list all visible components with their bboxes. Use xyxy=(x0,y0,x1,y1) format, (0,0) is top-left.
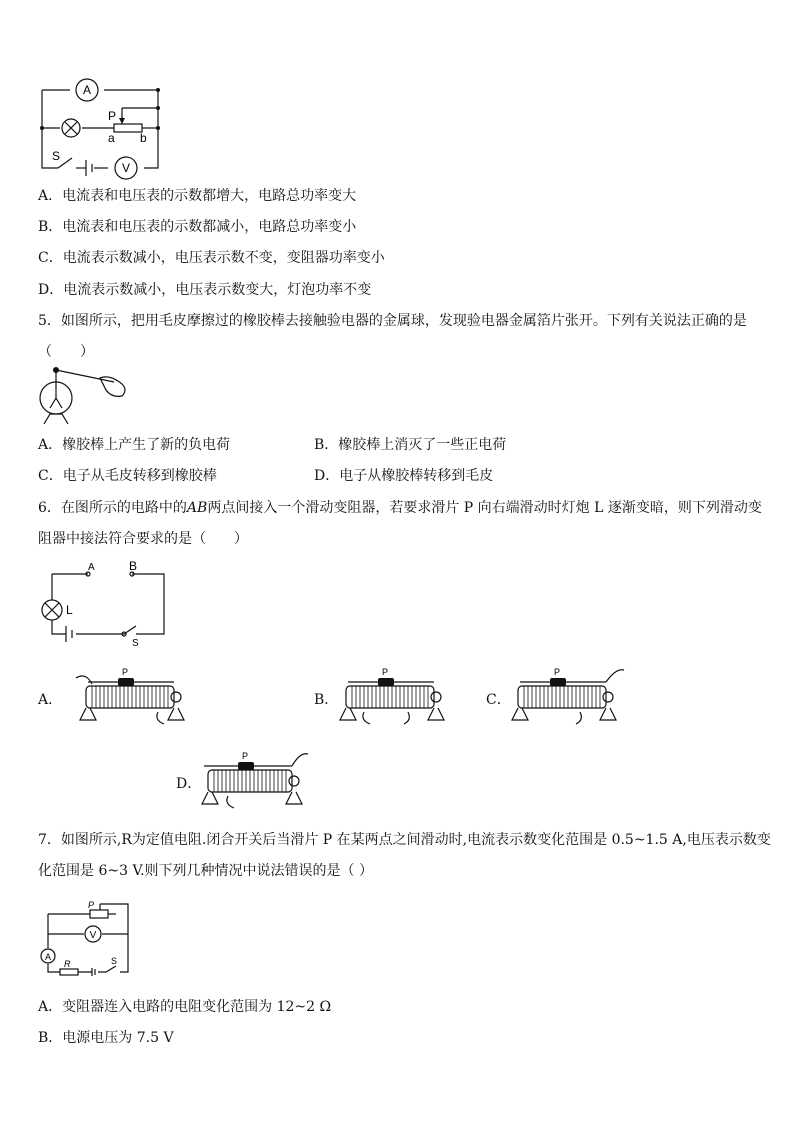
q6-option-d-letter: D． xyxy=(176,776,202,792)
q7-rheostat-symbol xyxy=(90,910,108,918)
q4-ammeter-label: A xyxy=(82,83,92,97)
q6-option-a-letter: A． xyxy=(38,692,63,708)
q7-slider-label: P xyxy=(88,900,95,910)
q4-option-d: D．电流表示数减小，电压表示数变大，灯泡功率不变 xyxy=(38,282,372,298)
q6-terminal-a-label: A xyxy=(88,562,95,573)
q6-option-b-slider-label: P xyxy=(382,667,389,677)
q6-option-b-letter: B． xyxy=(314,692,339,708)
q5-option-b: B．橡胶棒上消灭了一些正电荷 xyxy=(314,437,507,453)
q4-voltmeter-label: V xyxy=(121,161,131,175)
q7-circuit-diagram xyxy=(38,898,138,978)
q6-lamp-label: L xyxy=(66,603,73,617)
rheostat-symbol xyxy=(114,124,142,132)
q7-voltmeter-label: V xyxy=(89,930,97,941)
q7-resistor-symbol xyxy=(60,969,78,975)
q6-circuit-diagram xyxy=(36,559,166,649)
q7-ammeter-label: A xyxy=(44,952,52,962)
q7-resistor-label: R xyxy=(64,959,71,969)
q4-circuit-diagram xyxy=(36,76,166,176)
q4-option-b: B．电流表和电压表的示数都减小，电路总功率变小 xyxy=(38,219,357,235)
q6-terminal-b-label: B xyxy=(129,559,138,573)
q6-option-c-slider-label: P xyxy=(554,667,561,677)
q6-switch-label: S xyxy=(132,638,139,649)
q6-option-d-slider-label: P xyxy=(242,751,249,761)
q5-option-d: D．电子从橡胶棒转移到毛皮 xyxy=(314,468,494,484)
rheostat-option-c xyxy=(510,664,628,726)
q4-slider-label: P xyxy=(108,109,117,123)
q6-option-c-letter: C． xyxy=(486,692,511,708)
rheostat-option-d xyxy=(200,748,310,810)
q5-option-c: C．电子从毛皮转移到橡胶棒 xyxy=(38,468,217,484)
q7-switch-label: S xyxy=(111,956,118,966)
q4-switch-label: S xyxy=(52,149,61,163)
q5-option-a: A．橡胶棒上产生了新的负电荷 xyxy=(38,437,231,453)
q6-stem-line2: 阻器中接法符合要求的是（ ） xyxy=(38,531,248,547)
q5-stem-line2: （ ） xyxy=(38,344,94,360)
rheostat-option-b xyxy=(338,664,450,726)
q7-option-b: B．电源电压为 7.5 V xyxy=(38,1030,174,1046)
q4-option-c: C．电流表示数减小，电压表示数不变，变阻器功率变小 xyxy=(38,250,385,266)
q6-option-a-slider-label: P xyxy=(122,667,129,677)
q5-stem-line1: 5．如图所示，把用毛皮摩擦过的橡胶棒去接触验电器的金属球，发现验电器金属箔片张开。下列有关说法正确的是 xyxy=(38,313,747,329)
q7-option-a: A．变阻器连入电路的电阻变化范围为 12~2 Ω xyxy=(38,999,332,1015)
q4-end-a-label: a xyxy=(108,131,115,145)
rheostat-option-a xyxy=(72,664,190,726)
q4-option-a: A．电流表和电压表的示数都增大，电路总功率变大 xyxy=(38,188,357,204)
q4-end-b-label: b xyxy=(140,131,147,145)
q7-stem-line2: 化范围是 6~3 V.则下列几种情况中说法错误的是（ ） xyxy=(38,863,374,879)
q6-stem-line1: 6．在图所示的电路中的AB两点间接入一个滑动变阻器，若要求滑片 P 向右端滑动时灯炮 L 逐渐变暗，则下列滑动变 xyxy=(38,500,762,516)
electroscope-illustration xyxy=(36,364,136,426)
q7-stem-line1: 7．如图所示,R为定值电阻.闭合开关后当滑片 P 在某两点之间滑动时,电流表示数变化范围是 0.5~1.5 A,电压表示数变 xyxy=(38,832,771,848)
